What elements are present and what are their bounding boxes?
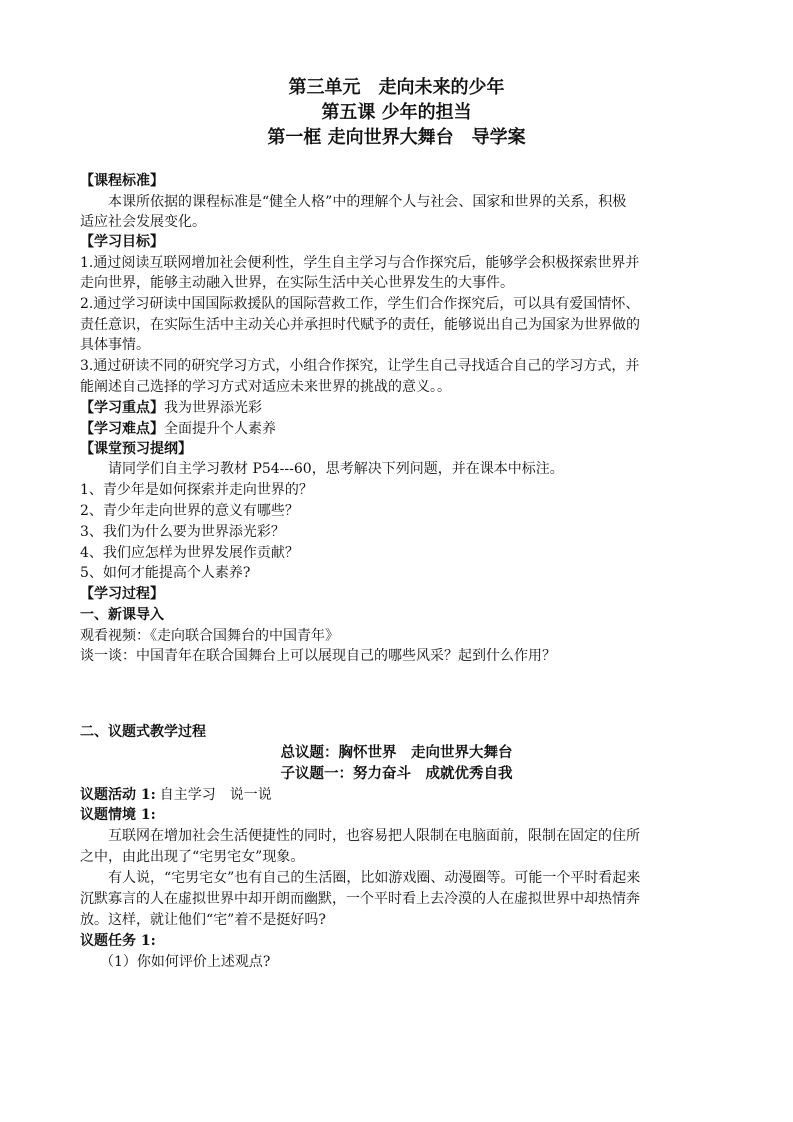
scenario-label: 议题情境 1: [80,807,156,823]
discuss-line: 谈一谈：中国青年在联合国舞台上可以展现自己的哪些风采？起到什么作用？ [80,648,556,664]
scenario-text: 有人说，“宅男宅女”也有自己的生活圈，比如游戏圈、动漫圈等。可能一个平时看起来 [108,870,641,886]
main-topic: 总议题：胸怀世界 走向世界大舞台 [280,744,513,761]
lesson-title: 第五课 少年的担当 [321,102,472,123]
key-point-line [80,398,262,418]
task-question: （1）你如何评价上述观点? [100,954,271,970]
activity-text: 自主学习 说一说 [159,787,272,803]
key-point-text: 我为世界添光彩 [164,400,262,416]
key-point-label: 【学习重点】 [80,400,164,416]
objective-text: 具体事情。 [80,337,150,353]
objective-text: 责任意识，在实际生活中主动关心并承担时代赋予的责任，能够说出自己为国家为世界做的 [80,317,640,333]
difficulty-text: 全面提升个人素养 [164,421,276,437]
preview-question: 2、青少年走向世界的意义有哪些？ [80,503,299,519]
preview-question: 5、如何才能提高个人素养? [80,565,251,581]
sub-topic: 子议题一：努力奋斗 成就优秀自我 [280,765,513,782]
objective-text: 1.通过阅读互联网增加社会便利性，学生自主学习与合作探究后，能够学会积极探索世界并 [80,255,640,271]
curriculum-standard-heading: 【课程标准】 [80,173,164,189]
unit-title: 第三单元 走向未来的少年 [288,77,505,98]
objective-text: 走向世界，能够主动融入世界，在实际生活中关心世界发生的大事件。 [80,275,514,291]
task-label: 议题任务 1: [80,933,156,949]
scenario-text: 放。这样，就让他们“宅”着不是挺好吗? [80,912,326,928]
objective-text: 3.通过研读不同的研究学习方式，小组合作探究，让学生自己寻找适合自己的学习方式，并 [80,358,640,374]
scenario-text: 互联网在增加社会生活便捷性的同时，也容易把人限制在电脑面前，限制在固定的住所 [108,828,640,844]
part1-title: 一、新课导入 [80,607,164,623]
preview-heading: 【课堂预习提纲】 [80,441,192,457]
preview-question: 1、青少年是如何探索并走向世界的？ [80,482,313,498]
process-heading: 【学习过程】 [80,586,164,602]
scenario-text: 之中，由此出现了“宅男宅女”现象。 [80,849,305,865]
preview-question: 3、我们为什么要为世界添光彩？ [80,524,285,540]
objectives-heading: 【学习目标】 [80,234,164,250]
curriculum-standard-text: 本课所依据的课程标准是“健全人格”中的理解个人与社会、国家和世界的关系，积极 [108,194,627,210]
difficulty-line [80,419,276,439]
objective-text: 2.通过学习研读中国国际救援队的国际营救工作，学生们合作探究后，可以具有爱国情怀、 [80,296,640,312]
activity-label: 议题活动 1: [80,787,156,803]
objective-text: 能阐述自己选择的学习方式对适应未来世界的挑战的意义。。 [80,379,451,395]
preview-intro: 请同学们自主学习教材 P54---60，思考解决下列问题，并在课本中标注。 [108,461,564,477]
scenario-text: 沉默寡言的人在虚拟世界中却开朗而幽默，一个平时看上去冷漠的人在虚拟世界中却热情奔 [80,891,640,907]
video-line: 观看视频：《走向联合国舞台的中国青年》 [80,628,339,644]
activity-line [80,785,272,805]
preview-question: 4、我们应怎样为世界发展作贡献？ [80,545,299,561]
difficulty-label: 【学习难点】 [80,421,164,437]
part2-title: 二、议题式教学过程 [80,724,206,740]
curriculum-standard-text: 适应社会发展变化。 [80,214,206,230]
section-title: 第一框 走向世界大舞台 导学案 [267,127,526,148]
